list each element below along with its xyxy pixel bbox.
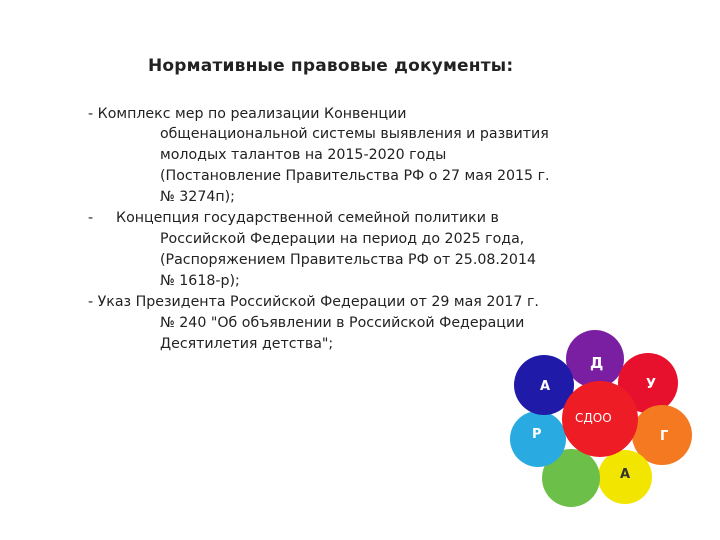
item-2-lead: Концепция государственной семейной политики в xyxy=(116,210,499,226)
item-1-lead: - Комплекс мер по реализации Конвенции xyxy=(88,106,407,122)
petal-center-sdoo xyxy=(562,381,638,457)
petal-label: Р xyxy=(532,427,542,442)
item-1-line: (Постановление Правительства РФ о 27 мая 2015 г. xyxy=(160,168,550,184)
petal-label: А xyxy=(620,467,631,482)
item-3-lead: - Указ Президента Российской Федерации от 29 мая 2017 г. xyxy=(88,294,539,310)
center-label: СДОО xyxy=(575,411,612,425)
item-3-line: № 240 "Об объявлении в Российской Федерации xyxy=(160,315,525,331)
slide-title: Нормативные правовые документы: xyxy=(148,56,514,76)
item-1-line: № 3274п); xyxy=(160,189,235,205)
item-1-line: общенациональной системы выявления и развития xyxy=(160,126,549,142)
item-3-line: Десятилетия детства"; xyxy=(160,336,334,352)
item-2-dash: - xyxy=(88,210,94,226)
petal-label: У xyxy=(646,377,657,392)
petal-a-yellow xyxy=(598,450,652,504)
petal-label: Г xyxy=(660,429,669,444)
petal-label: А xyxy=(540,379,551,394)
sdoo-flower-diagram xyxy=(500,325,700,525)
petal-d xyxy=(566,330,624,388)
item-2-line: Российской Федерации на период до 2025 года, xyxy=(160,231,525,247)
petal-label: Д xyxy=(590,354,604,372)
petal-r xyxy=(510,411,566,467)
item-2-line: (Распоряжением Правительства РФ от 25.08.2014 xyxy=(160,252,536,268)
item-2-line: № 1618-р); xyxy=(160,273,240,289)
item-1-line: молодых талантов на 2015-2020 годы xyxy=(160,147,447,163)
